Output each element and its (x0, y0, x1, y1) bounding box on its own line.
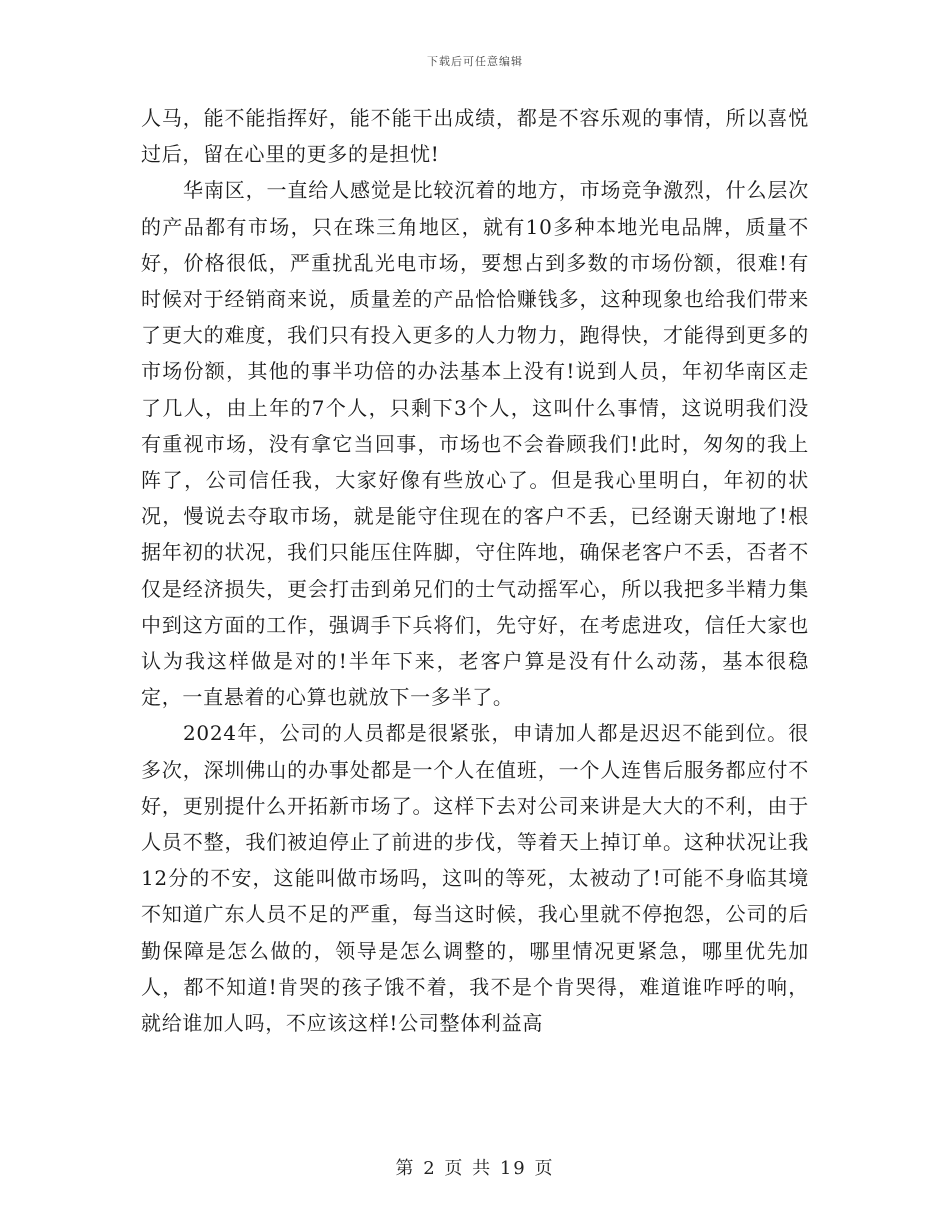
document-body (141, 100, 809, 1041)
page-header-note: 下载后可任意编辑 (427, 55, 523, 68)
paragraph-continuation: 人马，能不能指挥好，能不能干出成绩，都是不容乐观的事情，所以喜悦过后，留在心里的更多的是担忧! (141, 106, 809, 167)
paragraph-2024-staffing: 2024年，公司的人员都是很紧张，申请加人都是迟迟不能到位。很多次，深圳佛山的办事处都是一个人在值班，一个人连售后服务都应付不好，更别提什么开拓新市场了。这样下去对公司来讲是大大的不利，由于人员不整，我们被迫停止了前进的步伐，等着天上掉订单。这种状况让我12分的不安，这能叫做市场吗，这叫的等死，太被动了!可能不身临其境不知道广东人员不足的严重，每当这时候，我心里就不停抱怨，公司的后勤保障是怎么做的，领导是怎么调整的，哪里情况更紧急，哪里优先加人，都不知道!肯哭的孩子饿不着，我不是个肯哭得，难道谁咋呼的响，就给谁加人吗，不应该这样!公司整体利益高 (141, 721, 809, 1036)
paragraph-south-china-region: 华南区，一直给人感觉是比较沉着的地方，市场竞争激烈，什么层次的产品都有市场，只在珠三角地区，就有10多种本地光电品牌，质量不好，价格很低，严重扰乱光电市场，要想占到多数的市场份额，很难!有时候对于经销商来说，质量差的产品恰恰赚钱多，这种现象也给我们带来了更大的难度，我们只有投入更多的人力物力，跑得快，才能得到更多的市场份额，其他的事半功倍的办法基本上没有!说到人员，年初华南区走了几人，由上年的7个人，只剩下3个人，这叫什么事情，这说明我们没有重视市场，没有拿它当回事，市场也不会眷顾我们!此时，匆匆的我上阵了，公司信任我，大家好像有些放心了。但是我心里明白，年初的状况，慢说去夺取市场，就是能守住现在的客户不丢，已经谢天谢地了!根据年初的状况，我们只能压住阵脚，守住阵地，确保老客户不丢，否者不仅是经济损失，更会打击到弟兄们的士气动摇军心，所以我把多半精力集中到这方面的工作，强调手下兵将们，先守好，在考虑进攻，信任大家也认为我这样做是对的!半年下来，老客户算是没有什么动荡，基本很稳定，一直悬着的心算也就放下一多半了。 (141, 178, 809, 710)
page-number: 第 2 页 共 19 页 (395, 1158, 555, 1179)
